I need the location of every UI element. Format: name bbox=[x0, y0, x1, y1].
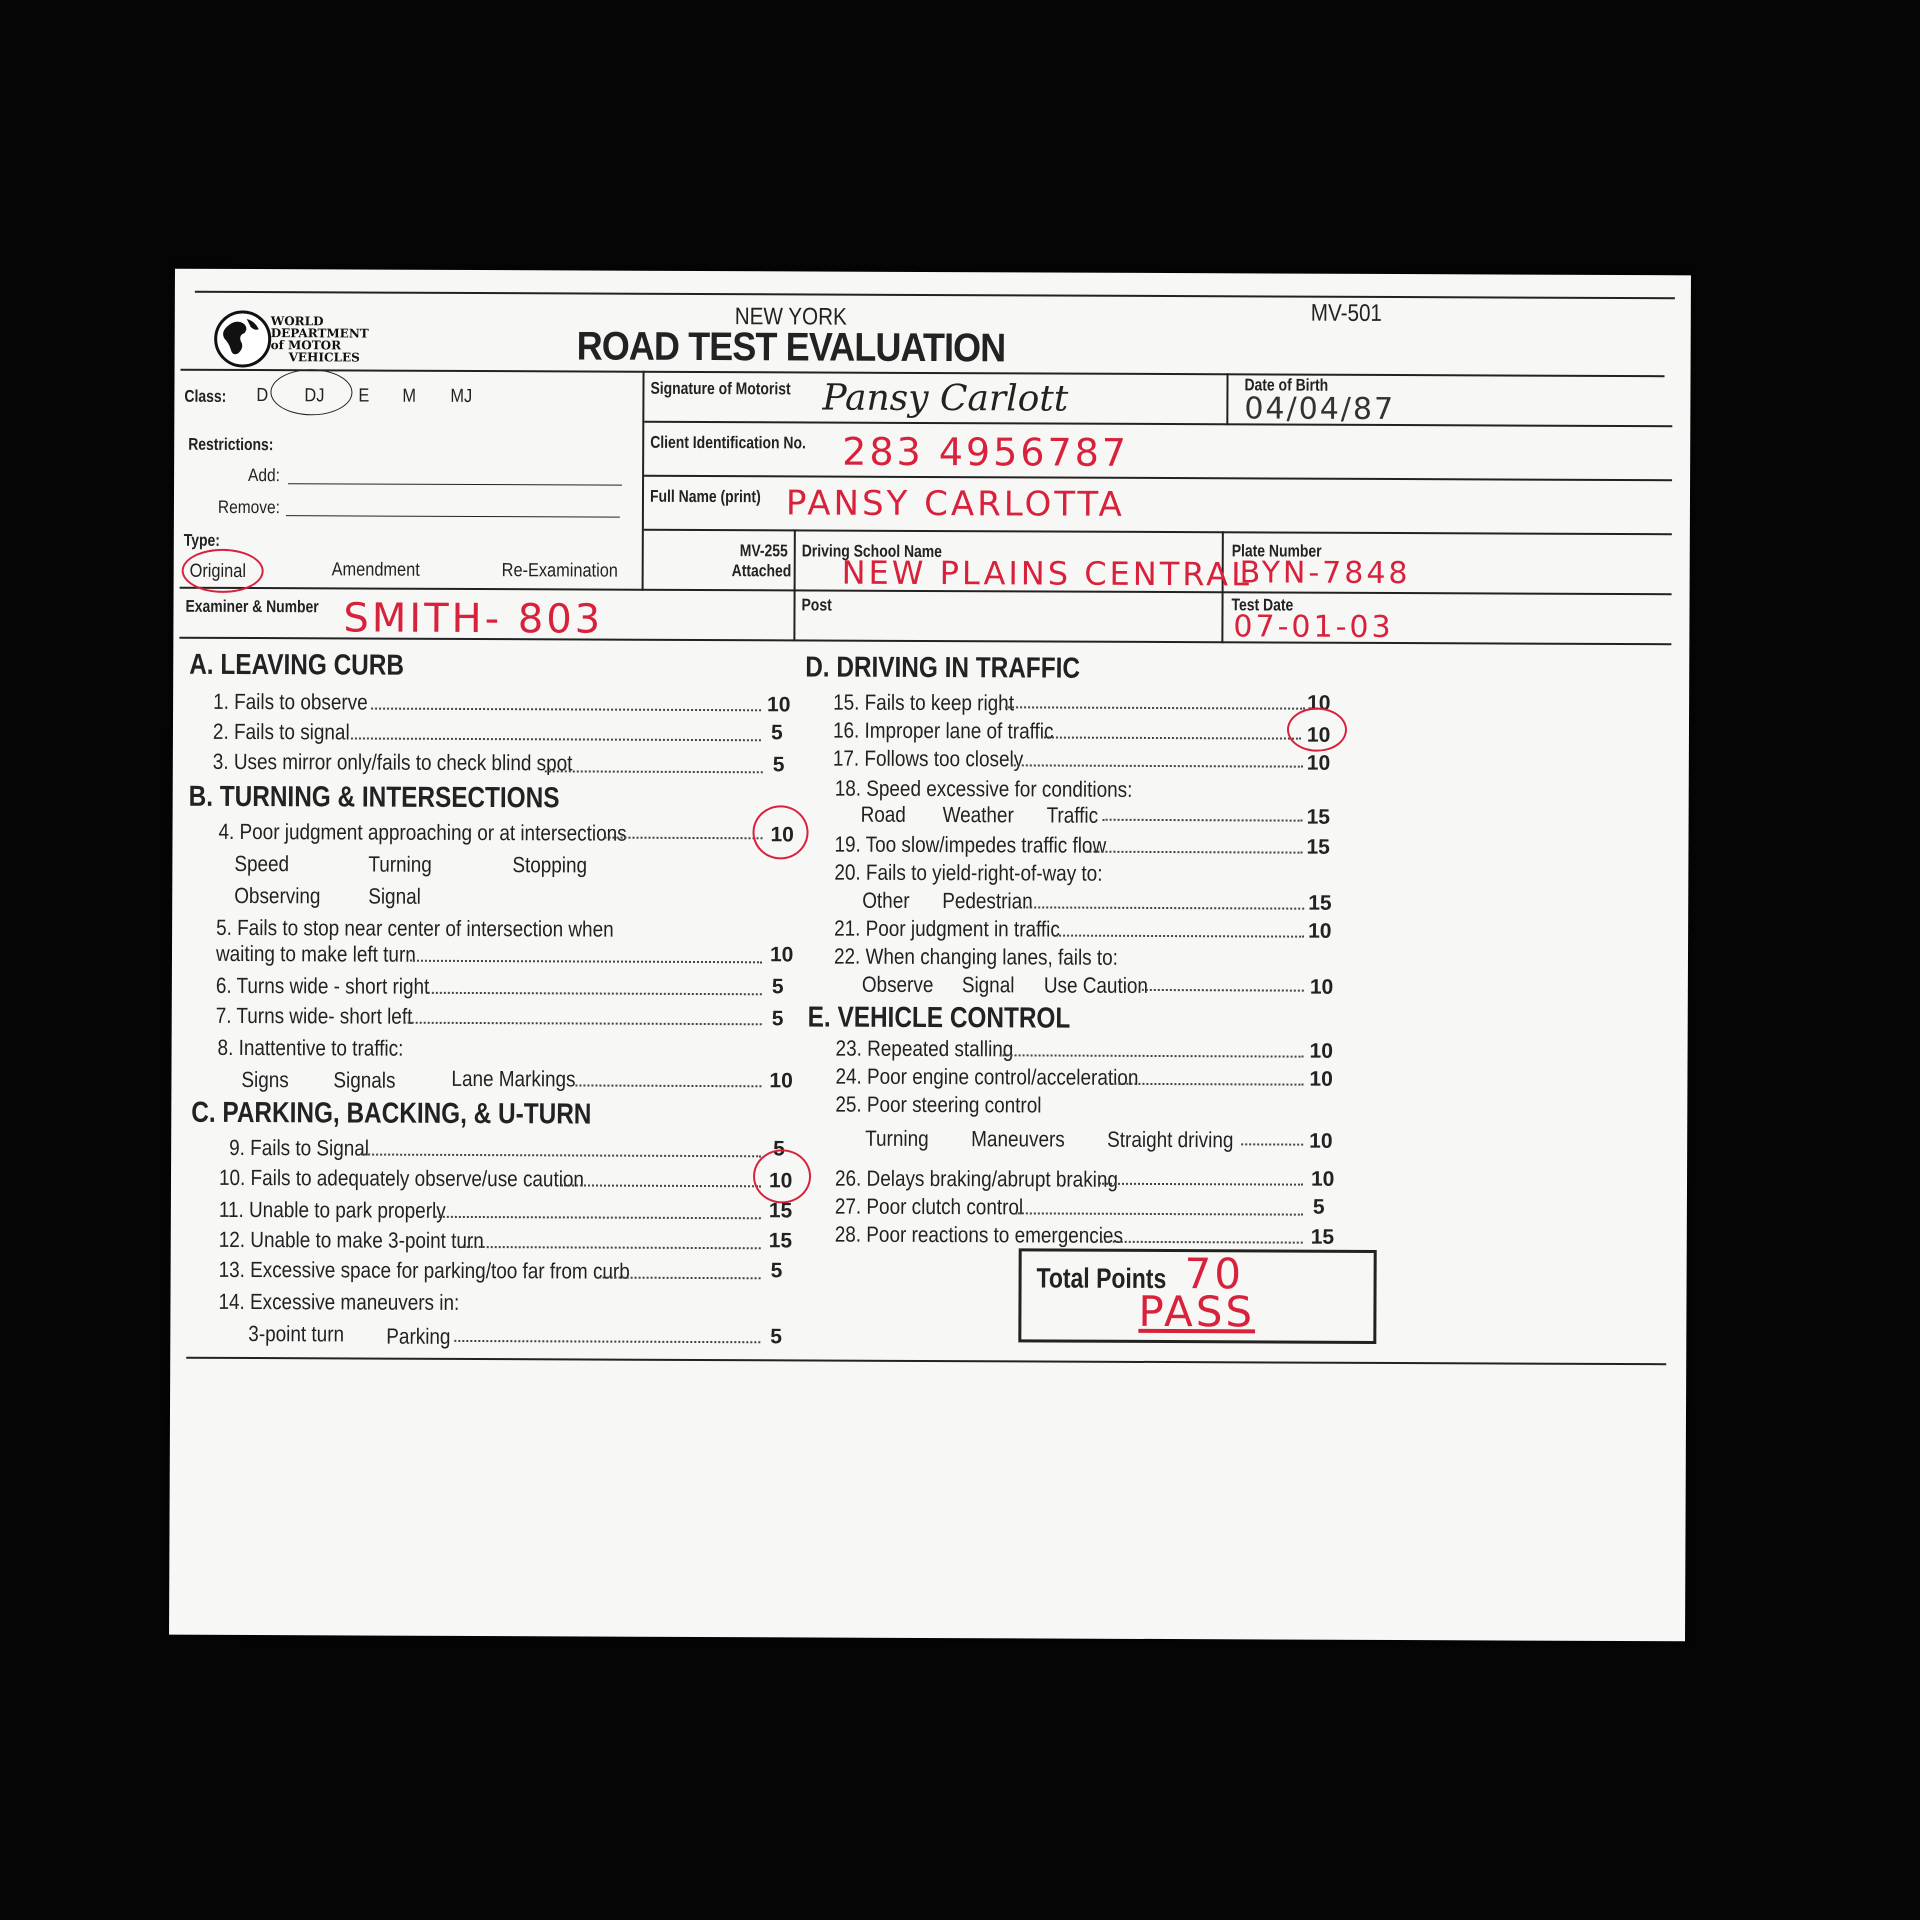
section-e-title: E. VEHICLE CONTROL bbox=[807, 1001, 1071, 1035]
leader-dots bbox=[1111, 1083, 1303, 1086]
item-19-text: 19. Too slow/impedes traffic flow bbox=[834, 831, 1107, 858]
item-21-text: 21. Poor judgment in traffic bbox=[834, 915, 1060, 942]
item-13-text: 13. Excessive space for parking/too far from curb bbox=[218, 1256, 630, 1284]
leader-dots bbox=[463, 1246, 761, 1249]
mv255-attached-label: Attached bbox=[731, 561, 792, 581]
leader-dots bbox=[1000, 1054, 1304, 1057]
class-label: Class: bbox=[184, 386, 227, 406]
item-18-text: 18. Speed excessive for conditions: bbox=[834, 775, 1133, 802]
section-c-title: C. PARKING, BACKING, & U-TURN bbox=[191, 1096, 592, 1131]
item-14-sub-parking[interactable]: Parking bbox=[386, 1323, 451, 1349]
top-rule bbox=[195, 291, 1675, 299]
item-22-sub-signal[interactable]: Signal bbox=[961, 972, 1015, 998]
remove-label: Remove: bbox=[217, 496, 280, 518]
item-11-points[interactable]: 15 bbox=[768, 1199, 793, 1223]
leader-dots bbox=[410, 960, 762, 964]
item-23-text: 23. Repeated stalling bbox=[835, 1035, 1014, 1062]
class-dj-circle bbox=[270, 369, 352, 415]
leader-dots bbox=[1011, 764, 1303, 767]
leader-dots bbox=[1142, 989, 1304, 992]
class-option-e[interactable]: E bbox=[358, 385, 370, 407]
add-field[interactable] bbox=[288, 483, 622, 485]
item-25-text: 25. Poor steering control bbox=[835, 1091, 1042, 1118]
section-b-title: B. TURNING & INTERSECTIONS bbox=[188, 780, 560, 815]
full-name-value[interactable]: PANSY CARLOTTA bbox=[785, 483, 1125, 525]
logo-text bbox=[271, 315, 369, 363]
item-15-text: 15. Fails to keep right bbox=[833, 689, 1015, 716]
class-option-dj[interactable]: DJ bbox=[304, 385, 325, 407]
item-17-text: 17. Follows too closely bbox=[832, 745, 1024, 772]
item-4-sub-signal[interactable]: Signal bbox=[368, 883, 421, 909]
item-24-points[interactable]: 10 bbox=[1309, 1067, 1333, 1091]
leader-dots bbox=[428, 992, 762, 995]
test-date-label: Test Date bbox=[1231, 595, 1294, 615]
item-20-sub-other[interactable]: Other bbox=[862, 887, 910, 913]
item-7-text: 7. Turns wide- short left bbox=[215, 1002, 413, 1029]
leader-dots bbox=[1005, 706, 1305, 709]
item-28-text: 28. Poor reactions to emergencies bbox=[834, 1221, 1124, 1248]
school-label: Driving School Name bbox=[801, 541, 943, 562]
item-3-text: 3. Uses mirror only/fails to check blind spot bbox=[212, 748, 573, 776]
full-name-label: Full Name (print) bbox=[649, 486, 761, 507]
item-22-text: 22. When changing lanes, fails to: bbox=[833, 943, 1119, 970]
remove-field[interactable] bbox=[286, 515, 620, 517]
item-7-points[interactable]: 5 bbox=[771, 1007, 784, 1031]
grid-line bbox=[644, 529, 1672, 535]
test-date-value[interactable]: 07-01-03 bbox=[1233, 609, 1394, 646]
item-8-text: 8. Inattentive to traffic: bbox=[217, 1034, 404, 1061]
leader-dots bbox=[1026, 906, 1304, 909]
item-1-text: 1. Fails to observe bbox=[213, 688, 368, 715]
mv255-label: MV-255 bbox=[739, 541, 788, 561]
leader-dots bbox=[404, 1022, 762, 1026]
item-20-text: 20. Fails to yield-right-of-way to: bbox=[834, 859, 1103, 886]
item-25-sub-straight-driving[interactable]: Straight driving bbox=[1107, 1126, 1234, 1153]
item-14-sub-3-point-turn[interactable]: 3-point turn bbox=[248, 1321, 345, 1347]
item-22-points[interactable]: 10 bbox=[1309, 975, 1334, 999]
item-9-points[interactable]: 5 bbox=[773, 1137, 785, 1161]
item-24-text: 24. Poor engine control/acceleration bbox=[835, 1063, 1139, 1090]
item-27-text: 27. Poor clutch control bbox=[834, 1193, 1024, 1220]
leader-dots bbox=[1086, 851, 1302, 854]
post-label: Post bbox=[801, 595, 832, 615]
leader-dots bbox=[575, 1084, 761, 1087]
total-points-label: Total Points bbox=[1036, 1262, 1167, 1295]
item-26-points[interactable]: 10 bbox=[1310, 1167, 1335, 1191]
item-22-sub-use-caution[interactable]: Use Caution bbox=[1043, 972, 1149, 998]
section-a-title: A. LEAVING CURB bbox=[189, 648, 405, 682]
leader-dots bbox=[435, 1216, 761, 1219]
item-23-points[interactable]: 10 bbox=[1309, 1039, 1333, 1063]
grid-line bbox=[644, 421, 1672, 427]
examiner-value[interactable]: SMITH- 803 bbox=[343, 595, 604, 643]
item-15-points[interactable]: 10 bbox=[1307, 691, 1331, 715]
item-1-points[interactable]: 10 bbox=[767, 693, 791, 717]
item-20-sub-pedestrian[interactable]: Pedestrian bbox=[942, 888, 1033, 914]
total-points-value[interactable]: 70 bbox=[1184, 1249, 1245, 1299]
item-25-points[interactable]: 10 bbox=[1309, 1129, 1333, 1153]
plate-value[interactable]: BYN-7848 bbox=[1239, 555, 1411, 592]
item-8-sub-signs[interactable]: Signs bbox=[241, 1066, 289, 1093]
leader-dots bbox=[351, 737, 761, 741]
item-21-points[interactable]: 10 bbox=[1308, 919, 1332, 943]
item-14-points[interactable]: 5 bbox=[770, 1325, 783, 1349]
leader-dots bbox=[1101, 1241, 1303, 1244]
type-option-reexam[interactable]: Re-Examination bbox=[501, 560, 618, 582]
leader-dots bbox=[361, 1154, 761, 1158]
item-10-points[interactable]: 10 bbox=[768, 1169, 793, 1193]
item-4-points[interactable]: 10 bbox=[770, 823, 794, 847]
item-6-points[interactable]: 5 bbox=[771, 975, 784, 999]
leader-dots bbox=[371, 708, 761, 712]
item-19-points[interactable]: 15 bbox=[1306, 835, 1330, 859]
item-8-sub-lane-markings[interactable]: Lane Markings bbox=[451, 1065, 576, 1092]
grid-line bbox=[1226, 373, 1228, 425]
item-3-points[interactable]: 5 bbox=[772, 753, 785, 777]
form-number: MV-501 bbox=[1310, 299, 1383, 327]
item-12-text: 12. Unable to make 3-point turn bbox=[218, 1226, 484, 1254]
item-18-points[interactable]: 15 bbox=[1306, 805, 1331, 829]
grid-line bbox=[793, 529, 795, 641]
item-12-points[interactable]: 15 bbox=[768, 1229, 793, 1253]
school-value[interactable]: NEW PLAINS CENTRAL bbox=[841, 553, 1253, 594]
item-18-sub-weather[interactable]: Weather bbox=[942, 802, 1014, 828]
class-option-m[interactable]: M bbox=[402, 385, 417, 407]
item-5-text: 5. Fails to stop near center of intersection when bbox=[216, 914, 614, 942]
leader-dots bbox=[545, 770, 763, 773]
item-5-text-2: waiting to make left turn bbox=[215, 940, 416, 967]
item-25-sub-turning[interactable]: Turning bbox=[865, 1125, 929, 1151]
item-2-text: 2. Fails to signal bbox=[212, 718, 350, 745]
signature-value[interactable]: Pansy Carlott bbox=[822, 377, 1069, 420]
item-4-circle bbox=[752, 805, 808, 859]
item-4-sub-stopping[interactable]: Stopping bbox=[512, 852, 588, 878]
item-10-circle bbox=[753, 1149, 811, 1203]
item-8-points[interactable]: 10 bbox=[769, 1069, 793, 1093]
examiner-label: Examiner & Number bbox=[185, 596, 319, 617]
item-16-circle bbox=[1287, 708, 1347, 752]
item-22-sub-observe[interactable]: Observe bbox=[861, 971, 934, 998]
page-title: ROAD TEST EVALUATION bbox=[576, 324, 1006, 371]
leader-dots bbox=[454, 1340, 760, 1343]
type-original-circle bbox=[182, 549, 264, 593]
plate-label: Plate Number bbox=[1231, 541, 1322, 561]
state-name: NEW YORK bbox=[734, 303, 847, 331]
item-4-text: 4. Poor judgment approaching or at intersections bbox=[218, 818, 627, 846]
add-label: Add: bbox=[248, 465, 280, 486]
item-9-text: 9. Fails to Signal bbox=[229, 1134, 370, 1161]
logo-line: WORLD bbox=[270, 314, 324, 329]
item-27-points[interactable]: 5 bbox=[1312, 1195, 1325, 1219]
leader-dots bbox=[1099, 1183, 1303, 1186]
item-5-points[interactable]: 10 bbox=[769, 943, 794, 967]
item-4-sub-observing[interactable]: Observing bbox=[234, 882, 321, 909]
item-18-sub-road[interactable]: Road bbox=[860, 801, 906, 827]
item-28-points[interactable]: 15 bbox=[1310, 1225, 1335, 1249]
leader-dots bbox=[1041, 736, 1301, 739]
item-8-sub-signals[interactable]: Signals bbox=[333, 1067, 396, 1093]
logo-line: VEHICLES bbox=[288, 350, 360, 365]
bottom-rule bbox=[186, 1357, 1666, 1365]
leader-dots bbox=[1015, 1212, 1303, 1215]
item-26-text: 26. Delays braking/abrupt braking bbox=[834, 1165, 1118, 1192]
class-option-mj[interactable]: MJ bbox=[450, 385, 473, 407]
item-2-points[interactable]: 5 bbox=[770, 721, 783, 745]
item-10-text: 10. Fails to adequately observe/use caution bbox=[218, 1164, 585, 1192]
globe-logo-icon bbox=[213, 309, 273, 369]
signature-label: Signature of Motorist bbox=[650, 378, 791, 399]
leader-dots bbox=[605, 837, 763, 840]
item-4-sub-speed[interactable]: Speed bbox=[234, 850, 290, 877]
item-16-text: 16. Improper lane of traffic bbox=[832, 717, 1054, 744]
leader-dots bbox=[1103, 819, 1303, 822]
leader-dots bbox=[561, 1184, 761, 1187]
leader-dots bbox=[1056, 935, 1304, 938]
form-sheet bbox=[169, 269, 1691, 1642]
section-d-title: D. DRIVING IN TRAFFIC bbox=[805, 651, 1081, 685]
grid-line bbox=[642, 371, 645, 591]
item-4-sub-turning[interactable]: Turning bbox=[368, 851, 432, 877]
logo-line: of MOTOR bbox=[270, 338, 342, 353]
item-25-sub-maneuvers[interactable]: Maneuvers bbox=[971, 1126, 1065, 1152]
item-16-points[interactable]: 10 bbox=[1306, 723, 1331, 747]
restrictions-label: Restrictions: bbox=[188, 434, 274, 455]
type-label: Type: bbox=[183, 530, 220, 550]
client-id-value[interactable]: 283 4956787 bbox=[842, 429, 1130, 475]
leader-dots bbox=[1241, 1143, 1303, 1145]
item-17-points[interactable]: 10 bbox=[1306, 751, 1331, 775]
type-option-amendment[interactable]: Amendment bbox=[331, 559, 420, 581]
item-13-points[interactable]: 5 bbox=[770, 1259, 783, 1283]
grid-line bbox=[644, 475, 1672, 481]
item-18-sub-traffic[interactable]: Traffic bbox=[1046, 802, 1099, 828]
item-6-text: 6. Turns wide - short right bbox=[215, 972, 430, 999]
item-11-text: 11. Unable to park properly bbox=[218, 1196, 446, 1223]
result-value[interactable]: PASS bbox=[1138, 1286, 1256, 1337]
logo-line: DEPARTMENT bbox=[270, 326, 369, 341]
item-20-points[interactable]: 15 bbox=[1308, 891, 1332, 915]
dob-value[interactable]: 04/04/87 bbox=[1244, 391, 1396, 428]
client-id-label: Client Identification No. bbox=[650, 432, 806, 453]
dob-label: Date of Birth bbox=[1244, 375, 1329, 395]
item-14-text: 14. Excessive maneuvers in: bbox=[218, 1288, 460, 1315]
class-option-d[interactable]: D bbox=[256, 385, 269, 407]
type-option-original[interactable]: Original bbox=[189, 560, 247, 583]
